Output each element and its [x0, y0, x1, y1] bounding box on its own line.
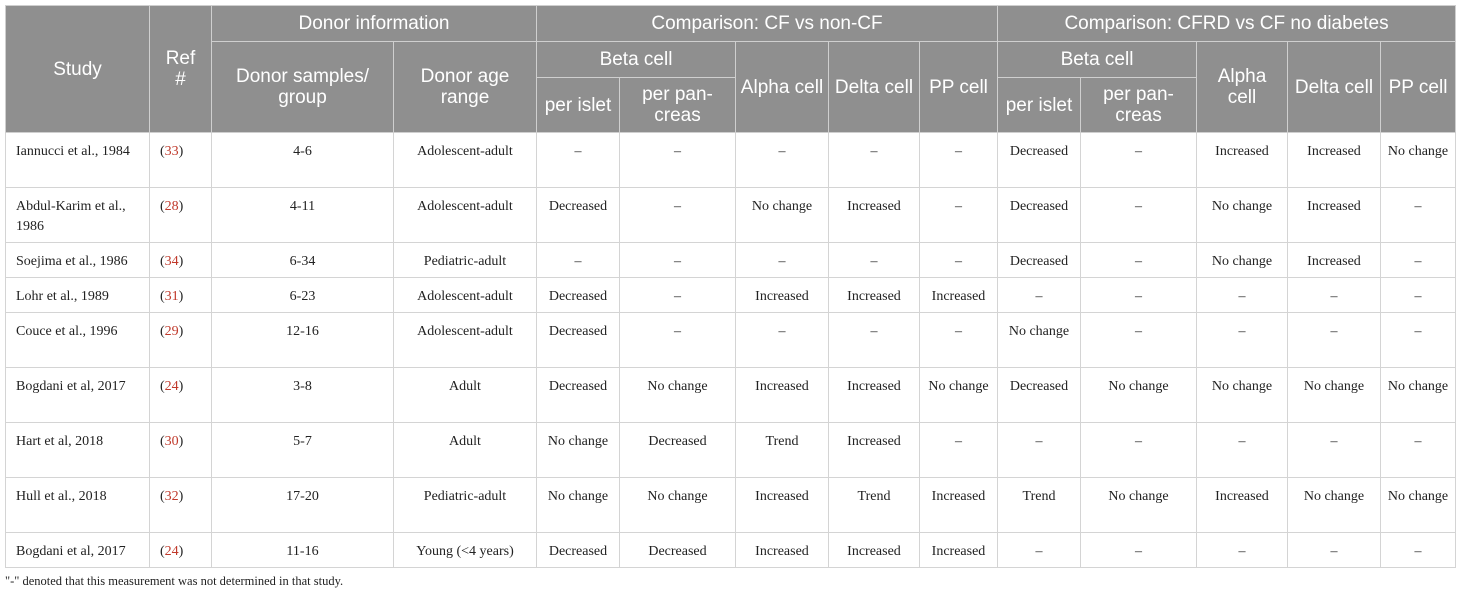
- cfrd-pp-cell: No change: [1381, 133, 1456, 188]
- cfrd-pp-cell: –: [1381, 533, 1456, 568]
- cf-pp-cell: –: [920, 423, 998, 478]
- cfrd-beta-pancreas-cell: –: [1081, 423, 1197, 478]
- cf-beta-islet-cell: Decreased: [537, 188, 620, 243]
- cfrd-delta-cell: –: [1288, 533, 1381, 568]
- cfrd-delta-cell: Increased: [1288, 243, 1381, 278]
- table-row: [6, 313, 1456, 368]
- donor-samples-cell: 11-16: [212, 533, 394, 568]
- cf-beta-islet-cell: Decreased: [537, 313, 620, 368]
- cf-beta-islet-cell: Decreased: [537, 278, 620, 313]
- cfrd-beta-pancreas-cell: –: [1081, 533, 1197, 568]
- ref-cell: (28): [150, 188, 212, 243]
- islet-cell-comparison-table: [5, 5, 1456, 568]
- cf-alpha-cell: Trend: [736, 423, 829, 478]
- cfrd-beta-islet-cell: Trend: [998, 478, 1081, 533]
- cf-pp-cell: –: [920, 133, 998, 188]
- cf-beta-pancreas-cell: No change: [620, 368, 736, 423]
- table-row: [6, 478, 1456, 533]
- ref-cell: (24): [150, 533, 212, 568]
- table-row: [6, 278, 1456, 313]
- cfrd-beta-islet-cell: No change: [998, 313, 1081, 368]
- cf-alpha-cell: Increased: [736, 368, 829, 423]
- table-body: [6, 133, 1456, 568]
- cfrd-alpha-cell: –: [1197, 423, 1288, 478]
- table-row: [6, 423, 1456, 478]
- cfrd-alpha-cell: Increased: [1197, 133, 1288, 188]
- cfrd-alpha-cell: –: [1197, 533, 1288, 568]
- ref-link[interactable]: 30: [164, 434, 179, 449]
- cfrd-beta-islet-cell: Decreased: [998, 243, 1081, 278]
- cf-beta-islet-cell: Decreased: [537, 368, 620, 423]
- cfrd-beta-pancreas-cell: –: [1081, 243, 1197, 278]
- cf-alpha-cell: –: [736, 133, 829, 188]
- header-study: Study: [6, 6, 150, 133]
- donor-age-cell: Pediatric-adult: [394, 243, 537, 278]
- ref-cell: (32): [150, 478, 212, 533]
- cf-beta-pancreas-cell: –: [620, 243, 736, 278]
- cf-pp-cell: –: [920, 313, 998, 368]
- ref-link[interactable]: 24: [164, 544, 179, 559]
- donor-age-cell: Adult: [394, 368, 537, 423]
- cfrd-delta-cell: Increased: [1288, 133, 1381, 188]
- ref-cell: (31): [150, 278, 212, 313]
- table-row: [6, 243, 1456, 278]
- donor-age-cell: Adult: [394, 423, 537, 478]
- table-row: [6, 368, 1456, 423]
- study-cell: Hart et al, 2018: [6, 423, 150, 478]
- header-cfrd-per-pancreas: per pan- creas: [1081, 78, 1197, 133]
- donor-samples-cell: 5-7: [212, 423, 394, 478]
- study-cell: Iannucci et al., 1984: [6, 133, 150, 188]
- cf-alpha-cell: Increased: [736, 533, 829, 568]
- donor-samples-cell: 17-20: [212, 478, 394, 533]
- ref-link[interactable]: 24: [164, 379, 179, 394]
- header-cfrd-delta-cell: Delta cell: [1288, 42, 1381, 133]
- donor-samples-cell: 6-34: [212, 243, 394, 278]
- study-cell: Couce et al., 1996: [6, 313, 150, 368]
- study-cell: Hull et al., 2018: [6, 478, 150, 533]
- cf-beta-pancreas-cell: Decreased: [620, 533, 736, 568]
- ref-cell: (29): [150, 313, 212, 368]
- cfrd-beta-pancreas-cell: –: [1081, 188, 1197, 243]
- cf-beta-pancreas-cell: No change: [620, 478, 736, 533]
- header-cf-vs-noncf: Comparison: CF vs non-CF: [537, 6, 998, 42]
- header-cfrd-alpha-cell: Alpha cell: [1197, 42, 1288, 133]
- table-row: [6, 188, 1456, 243]
- cf-beta-islet-cell: –: [537, 133, 620, 188]
- study-cell: Soejima et al., 1986: [6, 243, 150, 278]
- ref-cell: (34): [150, 243, 212, 278]
- cfrd-pp-cell: –: [1381, 243, 1456, 278]
- table-row: [6, 133, 1456, 188]
- ref-link[interactable]: 31: [164, 289, 179, 304]
- cf-pp-cell: Increased: [920, 478, 998, 533]
- donor-samples-cell: 4-11: [212, 188, 394, 243]
- cfrd-alpha-cell: No change: [1197, 368, 1288, 423]
- header-cf-per-islet: per islet: [537, 78, 620, 133]
- cfrd-delta-cell: –: [1288, 278, 1381, 313]
- donor-age-cell: Adolescent-adult: [394, 188, 537, 243]
- cf-delta-cell: –: [829, 243, 920, 278]
- cf-pp-cell: Increased: [920, 533, 998, 568]
- cfrd-beta-islet-cell: Decreased: [998, 133, 1081, 188]
- ref-link[interactable]: 32: [164, 489, 179, 504]
- cfrd-beta-pancreas-cell: –: [1081, 313, 1197, 368]
- header-donor-samples: Donor samples/ group: [212, 42, 394, 133]
- cf-alpha-cell: –: [736, 243, 829, 278]
- cfrd-pp-cell: No change: [1381, 368, 1456, 423]
- cf-alpha-cell: Increased: [736, 278, 829, 313]
- header-cfrd-beta-cell: Beta cell: [998, 42, 1197, 78]
- donor-age-cell: Pediatric-adult: [394, 478, 537, 533]
- cf-beta-pancreas-cell: –: [620, 188, 736, 243]
- cf-delta-cell: Increased: [829, 533, 920, 568]
- donor-samples-cell: 4-6: [212, 133, 394, 188]
- cf-delta-cell: Increased: [829, 423, 920, 478]
- table-footnote: "-" denoted that this measurement was not determined in that study.: [5, 574, 344, 588]
- cfrd-beta-islet-cell: –: [998, 423, 1081, 478]
- header-cfrd-pp-cell: PP cell: [1381, 42, 1456, 133]
- cf-beta-pancreas-cell: –: [620, 133, 736, 188]
- cf-delta-cell: Increased: [829, 188, 920, 243]
- cfrd-beta-islet-cell: –: [998, 533, 1081, 568]
- cf-beta-islet-cell: No change: [537, 478, 620, 533]
- cfrd-beta-pancreas-cell: –: [1081, 133, 1197, 188]
- cfrd-alpha-cell: –: [1197, 278, 1288, 313]
- cfrd-beta-islet-cell: –: [998, 278, 1081, 313]
- cf-delta-cell: Increased: [829, 278, 920, 313]
- donor-samples-cell: 6-23: [212, 278, 394, 313]
- header-cf-delta-cell: Delta cell: [829, 42, 920, 133]
- header-cf-pp-cell: PP cell: [920, 42, 998, 133]
- header-cf-per-pancreas: per pan- creas: [620, 78, 736, 133]
- header-cf-beta-cell: Beta cell: [537, 42, 736, 78]
- cfrd-pp-cell: –: [1381, 188, 1456, 243]
- header-cfrd-vs-cf: Comparison: CFRD vs CF no diabetes: [998, 6, 1456, 42]
- cfrd-alpha-cell: Increased: [1197, 478, 1288, 533]
- donor-age-cell: Young (<4 years): [394, 533, 537, 568]
- ref-cell: (33): [150, 133, 212, 188]
- ref-cell: (24): [150, 368, 212, 423]
- donor-samples-cell: 3-8: [212, 368, 394, 423]
- cf-delta-cell: Increased: [829, 368, 920, 423]
- cfrd-pp-cell: –: [1381, 423, 1456, 478]
- header-cf-alpha-cell: Alpha cell: [736, 42, 829, 133]
- cfrd-beta-islet-cell: Decreased: [998, 368, 1081, 423]
- cf-pp-cell: –: [920, 243, 998, 278]
- study-cell: Bogdani et al, 2017: [6, 368, 150, 423]
- ref-link[interactable]: 33: [164, 144, 179, 159]
- cfrd-beta-pancreas-cell: No change: [1081, 368, 1197, 423]
- cf-delta-cell: –: [829, 133, 920, 188]
- cfrd-pp-cell: No change: [1381, 478, 1456, 533]
- cf-delta-cell: –: [829, 313, 920, 368]
- cfrd-beta-pancreas-cell: –: [1081, 278, 1197, 313]
- cf-pp-cell: –: [920, 188, 998, 243]
- cf-alpha-cell: Increased: [736, 478, 829, 533]
- donor-age-cell: Adolescent-adult: [394, 313, 537, 368]
- cf-beta-pancreas-cell: Decreased: [620, 423, 736, 478]
- cf-alpha-cell: –: [736, 313, 829, 368]
- cf-pp-cell: No change: [920, 368, 998, 423]
- cfrd-delta-cell: Increased: [1288, 188, 1381, 243]
- cfrd-delta-cell: No change: [1288, 368, 1381, 423]
- cfrd-delta-cell: No change: [1288, 478, 1381, 533]
- header-donor-age: Donor age range: [394, 42, 537, 133]
- cfrd-beta-islet-cell: Decreased: [998, 188, 1081, 243]
- header-cfrd-per-islet: per islet: [998, 78, 1081, 133]
- donor-age-cell: Adolescent-adult: [394, 278, 537, 313]
- cf-beta-islet-cell: Decreased: [537, 533, 620, 568]
- ref-link[interactable]: 28: [164, 199, 179, 214]
- cfrd-alpha-cell: –: [1197, 313, 1288, 368]
- table-container: [5, 5, 1455, 589]
- cfrd-beta-pancreas-cell: No change: [1081, 478, 1197, 533]
- ref-link[interactable]: 29: [164, 324, 179, 339]
- header-donor-information: Donor information: [212, 6, 537, 42]
- cfrd-pp-cell: –: [1381, 313, 1456, 368]
- cf-beta-islet-cell: –: [537, 243, 620, 278]
- ref-link[interactable]: 34: [164, 254, 179, 269]
- cfrd-pp-cell: –: [1381, 278, 1456, 313]
- cf-pp-cell: Increased: [920, 278, 998, 313]
- donor-age-cell: Adolescent-adult: [394, 133, 537, 188]
- study-cell: Bogdani et al, 2017: [6, 533, 150, 568]
- cf-beta-islet-cell: No change: [537, 423, 620, 478]
- cf-beta-pancreas-cell: –: [620, 313, 736, 368]
- cf-alpha-cell: No change: [736, 188, 829, 243]
- table-row: [6, 533, 1456, 568]
- cf-delta-cell: Trend: [829, 478, 920, 533]
- study-cell: Abdul-Karim et al., 1986: [6, 188, 150, 243]
- cfrd-delta-cell: –: [1288, 423, 1381, 478]
- header-ref: Ref #: [150, 6, 212, 133]
- cfrd-alpha-cell: No change: [1197, 188, 1288, 243]
- study-cell: Lohr et al., 1989: [6, 278, 150, 313]
- donor-samples-cell: 12-16: [212, 313, 394, 368]
- cf-beta-pancreas-cell: –: [620, 278, 736, 313]
- cfrd-alpha-cell: No change: [1197, 243, 1288, 278]
- ref-cell: (30): [150, 423, 212, 478]
- cfrd-delta-cell: –: [1288, 313, 1381, 368]
- table-header: [6, 6, 1456, 133]
